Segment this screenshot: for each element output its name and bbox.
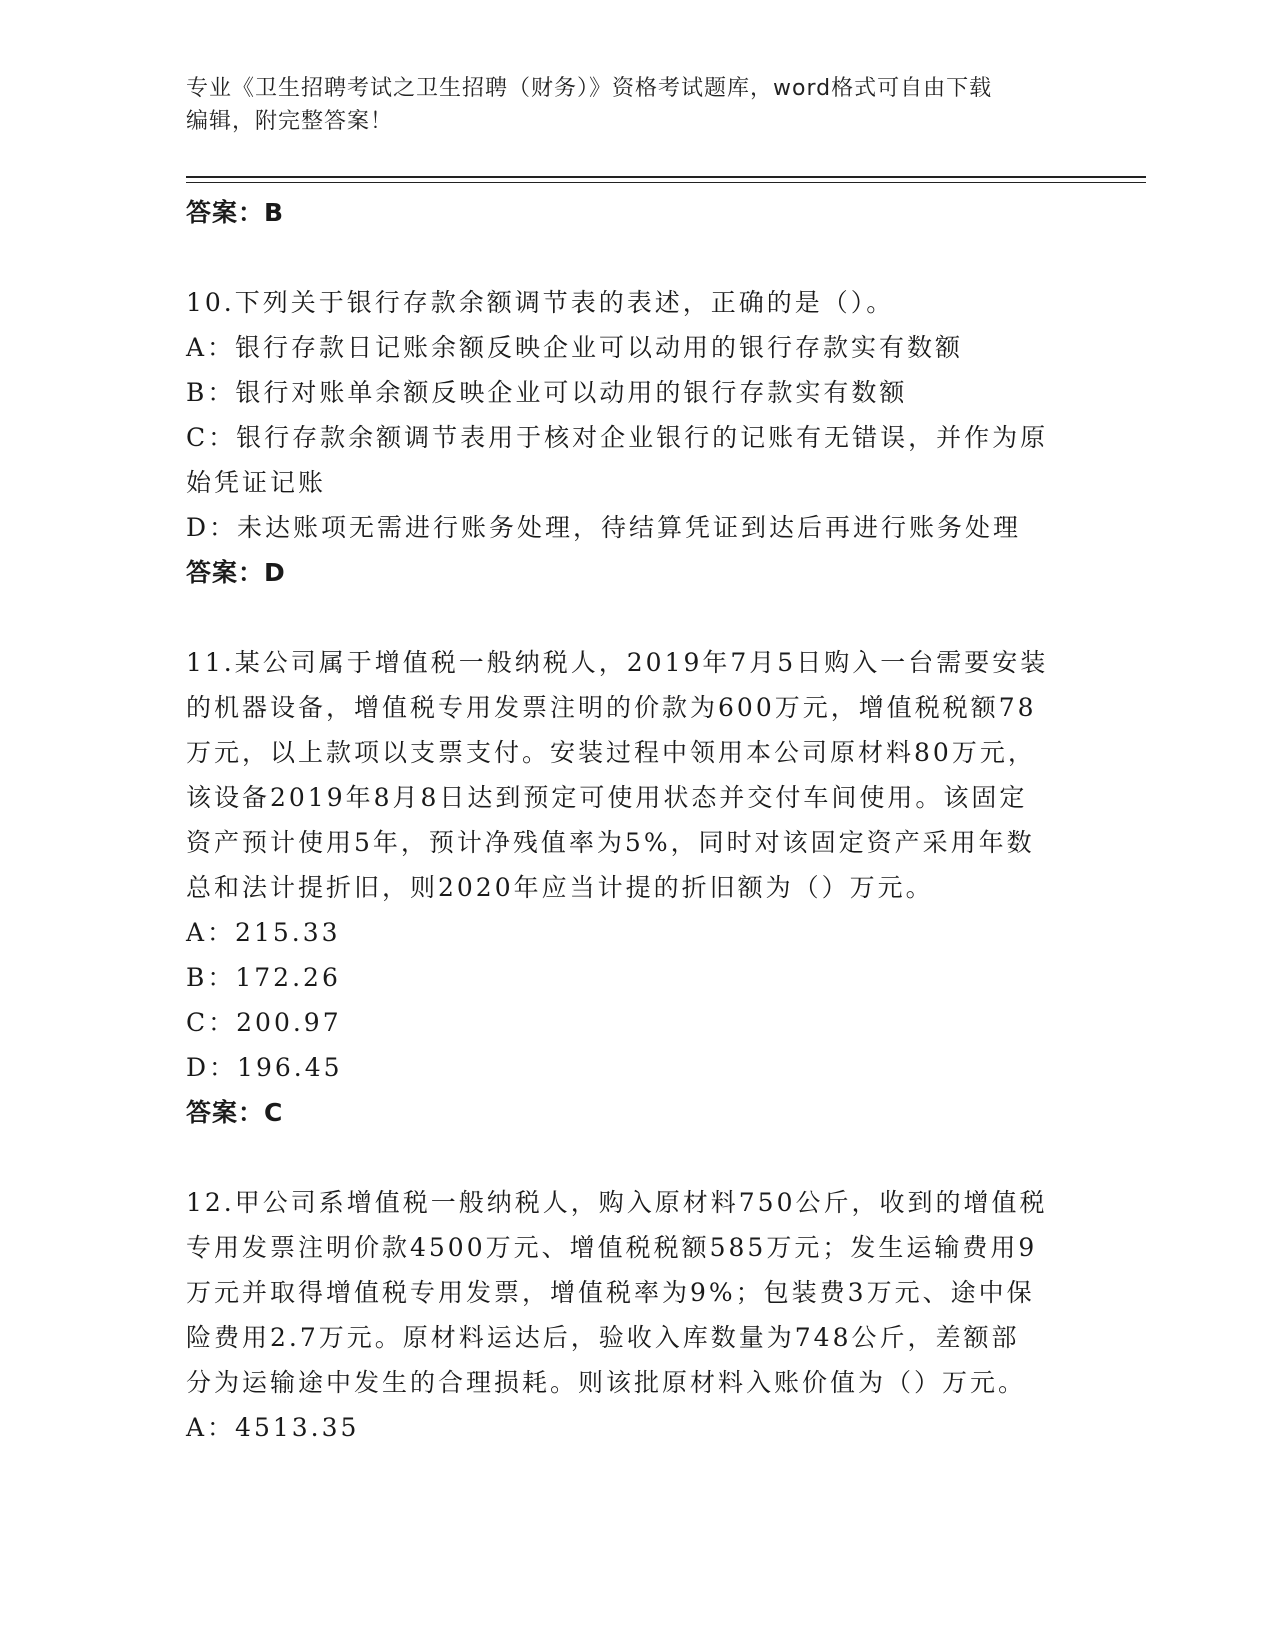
previous-answer: 答案：B bbox=[186, 198, 285, 227]
question-stem-line: 10.下列关于银行存款余额调节表的表述，正确的是（）。 bbox=[186, 288, 895, 317]
answer-option bbox=[186, 910, 1086, 955]
answer-option-line: A：银行存款日记账余额反映企业可以动用的银行存款实有数额 bbox=[186, 333, 964, 362]
question-block bbox=[186, 1180, 1086, 1450]
question-stem-line: 的机器设备，增值税专用发票注明的价款为600万元，增值税税额78 bbox=[186, 693, 1037, 722]
question-stem-line: 12.甲公司系增值税一般纳税人，购入原材料750公斤，收到的增值税 bbox=[186, 1188, 1048, 1217]
header-rule-thick bbox=[186, 176, 1146, 178]
answer-option bbox=[186, 505, 1086, 550]
header-rule-thin bbox=[186, 182, 1146, 183]
answer-option bbox=[186, 415, 1086, 505]
question-list bbox=[186, 280, 1086, 1450]
answer-option-line: C：银行存款余额调节表用于核对企业银行的记账有无错误，并作为原 bbox=[186, 423, 1049, 452]
question-block bbox=[186, 640, 1086, 1180]
question-stem-line: 分为运输途中发生的合理损耗。则该批原材料入账价值为（）万元。 bbox=[186, 1368, 1027, 1397]
answer-option bbox=[186, 1045, 1086, 1090]
answer-option-line: A：215.33 bbox=[186, 918, 341, 947]
answer-option-line: D：未达账项无需进行账务处理，待结算凭证到达后再进行账务处理 bbox=[186, 513, 1022, 542]
answer-option-line: C：200.97 bbox=[186, 1008, 342, 1037]
question-answer: 答案：D bbox=[186, 558, 286, 587]
question-stem-line: 专用发票注明价款4500万元、增值税税额585万元；发生运输费用9 bbox=[186, 1233, 1038, 1262]
answer-option bbox=[186, 370, 1086, 415]
answer-option bbox=[186, 1000, 1086, 1045]
answer-option-line: 始凭证记账 bbox=[186, 468, 327, 497]
paragraph-gap bbox=[186, 1135, 1086, 1180]
page-header bbox=[186, 72, 1066, 138]
question-stem-line: 该设备2019年8月8日达到预定可使用状态并交付车间使用。该固定 bbox=[186, 783, 1028, 812]
header-line-2: 编辑，附完整答案！ bbox=[186, 109, 394, 134]
question-answer: 答案：C bbox=[186, 1098, 284, 1127]
answer-option bbox=[186, 1405, 1086, 1450]
question-stem-line: 11.某公司属于增值税一般纳税人，2019年7月5日购入一台需要安装 bbox=[186, 648, 1049, 677]
question-stem-line: 万元并取得增值税专用发票，增值税率为9%；包装费3万元、途中保 bbox=[186, 1278, 1035, 1307]
answer-option bbox=[186, 325, 1086, 370]
paragraph-gap bbox=[186, 595, 1086, 640]
question-stem-line: 万元，以上款项以支票支付。安装过程中领用本公司原材料80万元， bbox=[186, 738, 1036, 767]
answer-option bbox=[186, 955, 1086, 1000]
answer-option-line: B：172.26 bbox=[186, 963, 341, 992]
question-block bbox=[186, 280, 1086, 640]
answer-option-line: B：银行对账单余额反映企业可以动用的银行存款实有数额 bbox=[186, 378, 908, 407]
question-stem-line: 总和法计提折旧，则2020年应当计提的折旧额为（）万元。 bbox=[186, 873, 934, 902]
document-body bbox=[186, 190, 1086, 1450]
question-stem-line: 险费用2.7万元。原材料运达后，验收入库数量为748公斤，差额部 bbox=[186, 1323, 1020, 1352]
question-stem-line: 资产预计使用5年，预计净残值率为5%，同时对该固定资产采用年数 bbox=[186, 828, 1035, 857]
answer-option-line: A：4513.35 bbox=[186, 1413, 360, 1442]
answer-option-line: D：196.45 bbox=[186, 1053, 343, 1082]
header-line-1: 专业《卫生招聘考试之卫生招聘（财务）》资格考试题库，word格式可自由下载 bbox=[186, 76, 993, 101]
paragraph-gap bbox=[186, 235, 1086, 280]
